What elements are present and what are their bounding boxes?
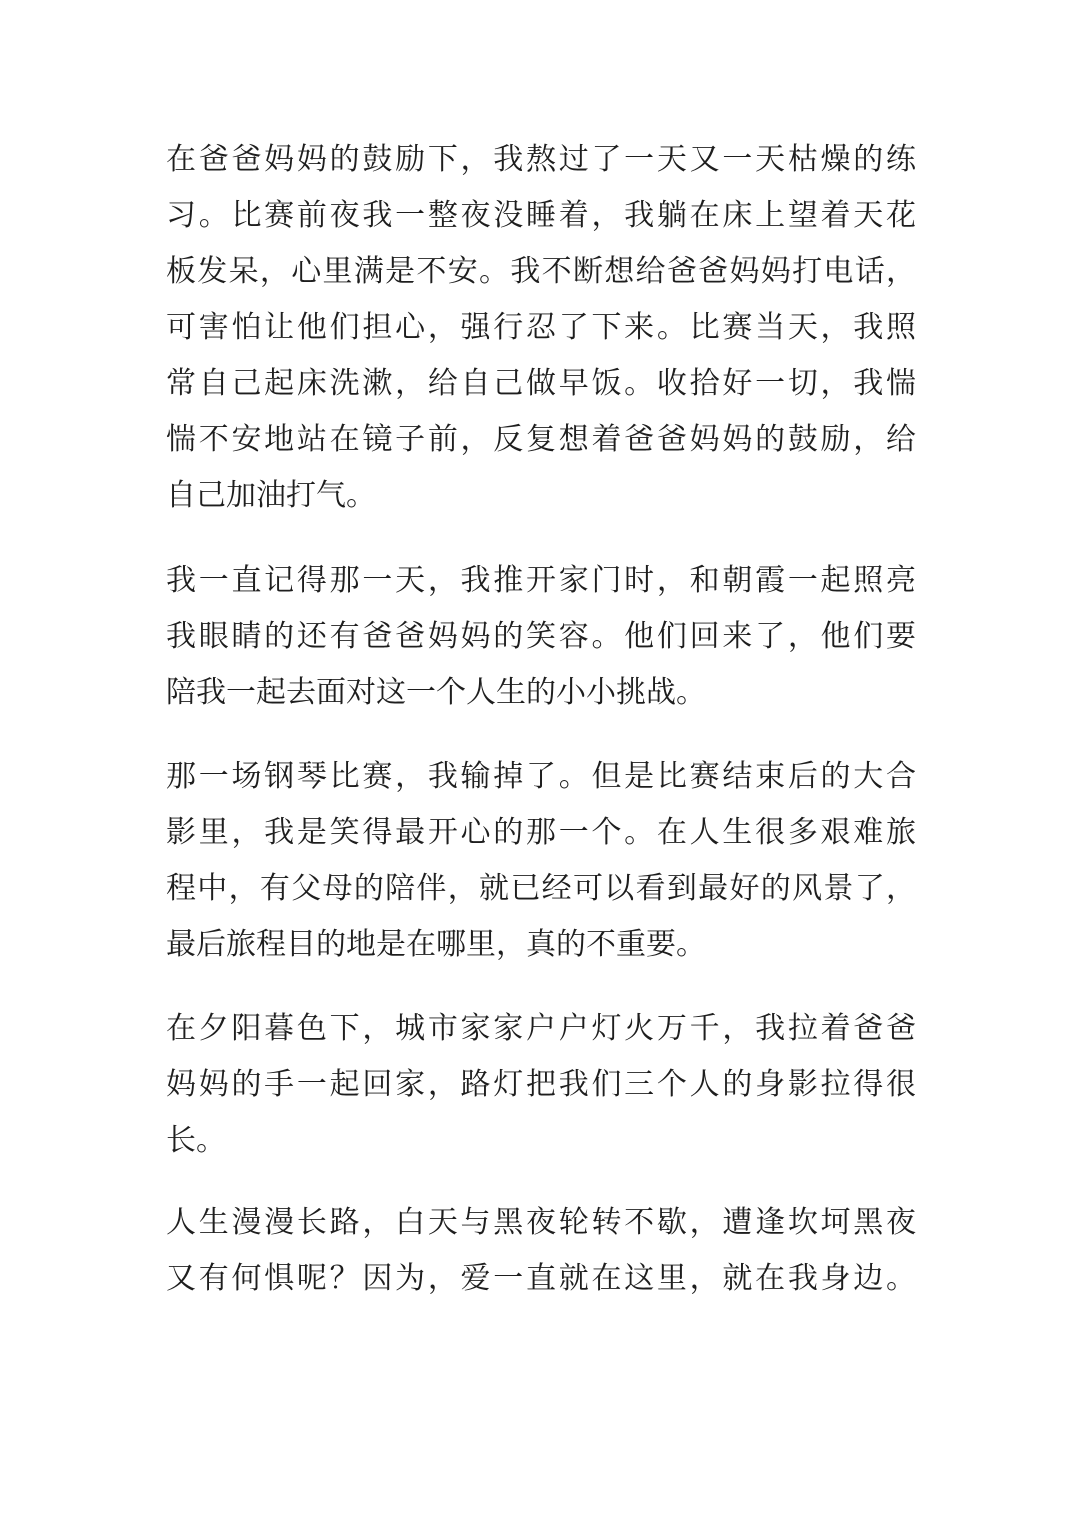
text-line: 我一直记得那一天，我推开家门时，和朝霞一起照亮 bbox=[166, 563, 916, 598]
text-line: 长。 bbox=[166, 1123, 226, 1158]
text-line: 人生漫漫长路，白天与黑夜轮转不歇，遭逢坎坷黑夜 bbox=[166, 1205, 916, 1240]
text-line: 在爸爸妈妈的鼓励下，我熬过了一天又一天枯燥的练 bbox=[166, 142, 916, 177]
text-line: 我眼睛的还有爸爸妈妈的笑容。他们回来了，他们要 bbox=[166, 619, 916, 654]
text-line: 那一场钢琴比赛，我输掉了。但是比赛结束后的大合 bbox=[166, 759, 916, 794]
paragraph-3 bbox=[166, 749, 916, 973]
text-line: 又有何惧呢？因为，爱一直就在这里，就在我身边。 bbox=[166, 1261, 916, 1296]
text-line: 常自己起床洗漱，给自己做早饭。收拾好一切，我惴 bbox=[166, 366, 916, 401]
paragraph-5 bbox=[166, 1195, 916, 1307]
paragraph-2 bbox=[166, 553, 916, 721]
text-line: 自己加油打气。 bbox=[166, 478, 376, 513]
text-line: 惴不安地站在镜子前，反复想着爸爸妈妈的鼓励，给 bbox=[166, 422, 916, 457]
text-line: 妈妈的手一起回家，路灯把我们三个人的身影拉得很 bbox=[166, 1067, 916, 1102]
text-line: 陪我一起去面对这一个人生的小小挑战。 bbox=[166, 675, 706, 710]
text-line: 板发呆，心里满是不安。我不断想给爸爸妈妈打电话， bbox=[166, 254, 916, 289]
text-line: 最后旅程目的地是在哪里，真的不重要。 bbox=[166, 927, 706, 962]
paragraph-1 bbox=[166, 132, 916, 524]
text-line: 在夕阳暮色下，城市家家户户灯火万千，我拉着爸爸 bbox=[166, 1011, 916, 1046]
text-line: 程中，有父母的陪伴，就已经可以看到最好的风景了， bbox=[166, 871, 916, 906]
text-line: 可害怕让他们担心，强行忍了下来。比赛当天，我照 bbox=[166, 310, 916, 345]
text-line: 影里，我是笑得最开心的那一个。在人生很多艰难旅 bbox=[166, 815, 916, 850]
paragraph-4 bbox=[166, 1001, 916, 1169]
text-line: 习。比赛前夜我一整夜没睡着，我躺在床上望着天花 bbox=[166, 198, 916, 233]
